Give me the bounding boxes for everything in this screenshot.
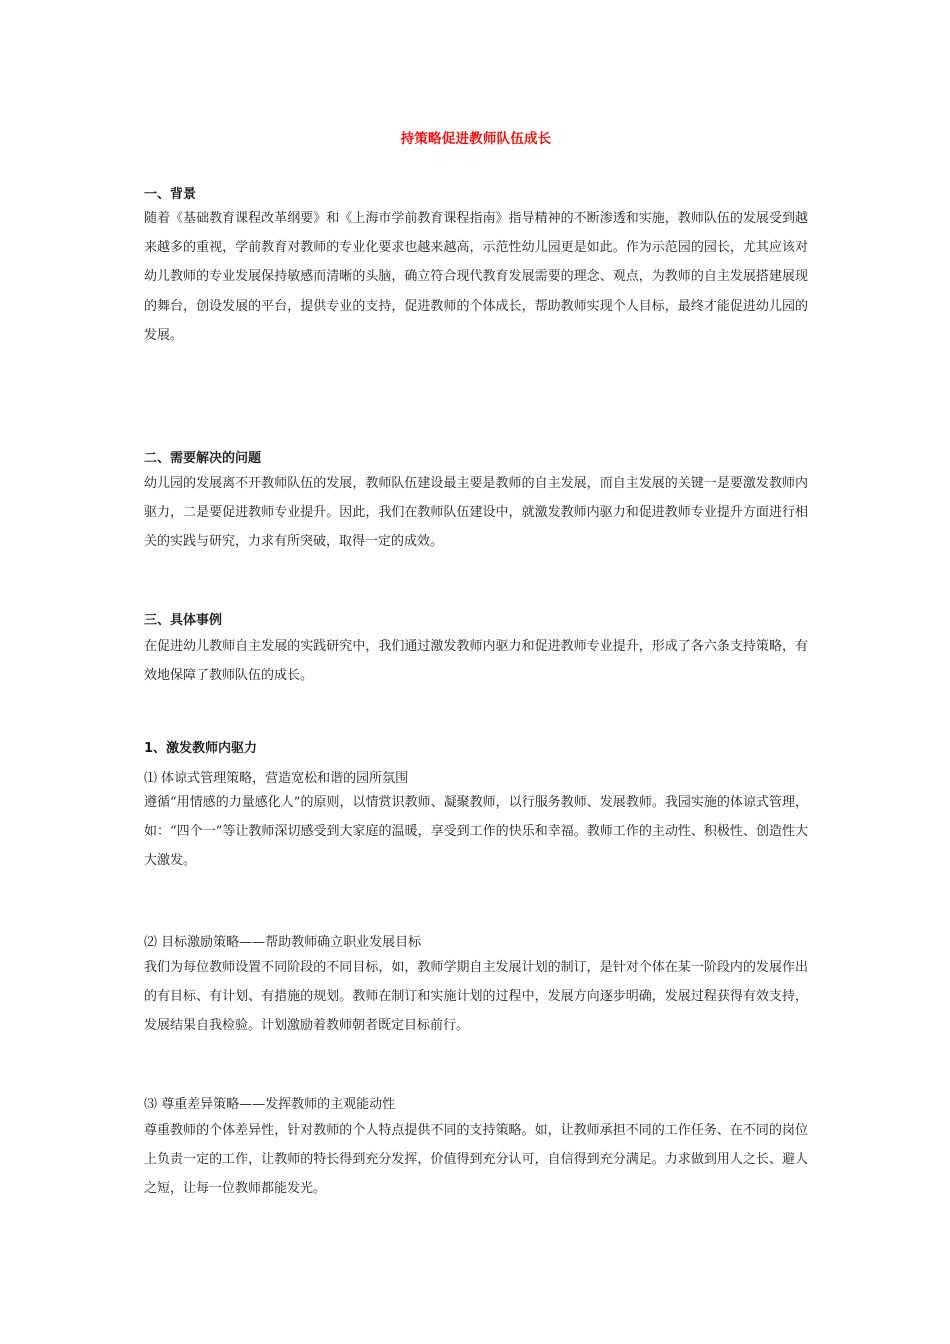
section-body-problem: 幼儿园的发展离不开教师队伍的发展，教师队伍建设最主要是教师的自主发展，而自主发展的关键一是要激发教师内驱力，二是要促进教师专业提升。因此，我们在教师队伍建设中，就激发教师内驱力和促进教师专业提升方面进行相关的实践与研究，力求有所突破，取得一定的成效。 [144, 476, 808, 550]
section-heading-cases: 三、具体事例 [144, 613, 223, 628]
strategy-body-2: 我们为每位教师设置不同阶段的不同目标，如，教师学期自主发展计划的制订，是针对个体在某一阶段内的发展作出的有目标、有计划、有措施的规划。教师在制订和实施计划的过程中，发展方向逐步明确，发展过程获得有效支持，发展结果自我检验。计划激励着教师朝者既定目标前行。 [144, 960, 808, 1034]
strategy-body-1: 遵循“用情感的力量感化人”的原则，以情赏识教师、凝聚教师，以行服务教师、发展教师。我园实施的体谅式管理，如：“四个一”等让教师深切感受到大家庭的温暖，享受到工作的快乐和幸福。教师工作的主动性、积极性、创造性大大激发。 [144, 795, 808, 869]
section-body-cases: 在促进幼儿教师自主发展的实践研究中，我们通过激发教师内驱力和促进教师专业提升，形成了各六条支持策略，有效地保障了教师队伍的成长。 [144, 639, 808, 684]
section-body-background: 随着《基础教育课程改革纲要》和《上海市学前教育课程指南》指导精神的不断渗透和实施，教师队伍的发展受到越来越多的重视，学前教育对教师的专业化要求也越来越高，示范性幼儿园更是如此。作为示范园的园长，尤其应该对幼儿教师的专业发展保持敏感而清晰的头脑，确立符合现代教育发展需要的理念、观点，为教师的自主发展搭建展现的舞台，创设发展的平台，提供专业的支持，促进教师的个体成长，帮助教师实现个人目标，最终才能促进幼儿园的发展。 [144, 211, 808, 343]
strategy-title-3: ⑶ 尊重差异策略——发挥教师的主观能动性 [144, 1097, 396, 1112]
section-heading-background: 一、背景 [144, 187, 197, 202]
strategy-title-1: ⑴ 体谅式管理策略，营造宽松和谐的园所氛围 [144, 771, 409, 786]
section-heading-motivation: 1、激发教师内驱力 [144, 741, 258, 756]
strategy-title-2: ⑵ 目标激励策略——帮助教师确立职业发展目标 [144, 935, 422, 950]
strategy-body-3: 尊重教师的个体差异性，针对教师的个人特点提供不同的支持策略。如，让教师承担不同的工作任务、在不同的岗位上负责一定的工作，让教师的特长得到充分发挥，价值得到充分认可，自信得到充分满足。力求做到用人之长、避人之短，让每一位教师都能发光。 [144, 1123, 808, 1197]
document-title: 持策略促进教师队伍成长 [400, 131, 552, 147]
section-heading-problem: 二、需要解决的问题 [144, 451, 262, 466]
